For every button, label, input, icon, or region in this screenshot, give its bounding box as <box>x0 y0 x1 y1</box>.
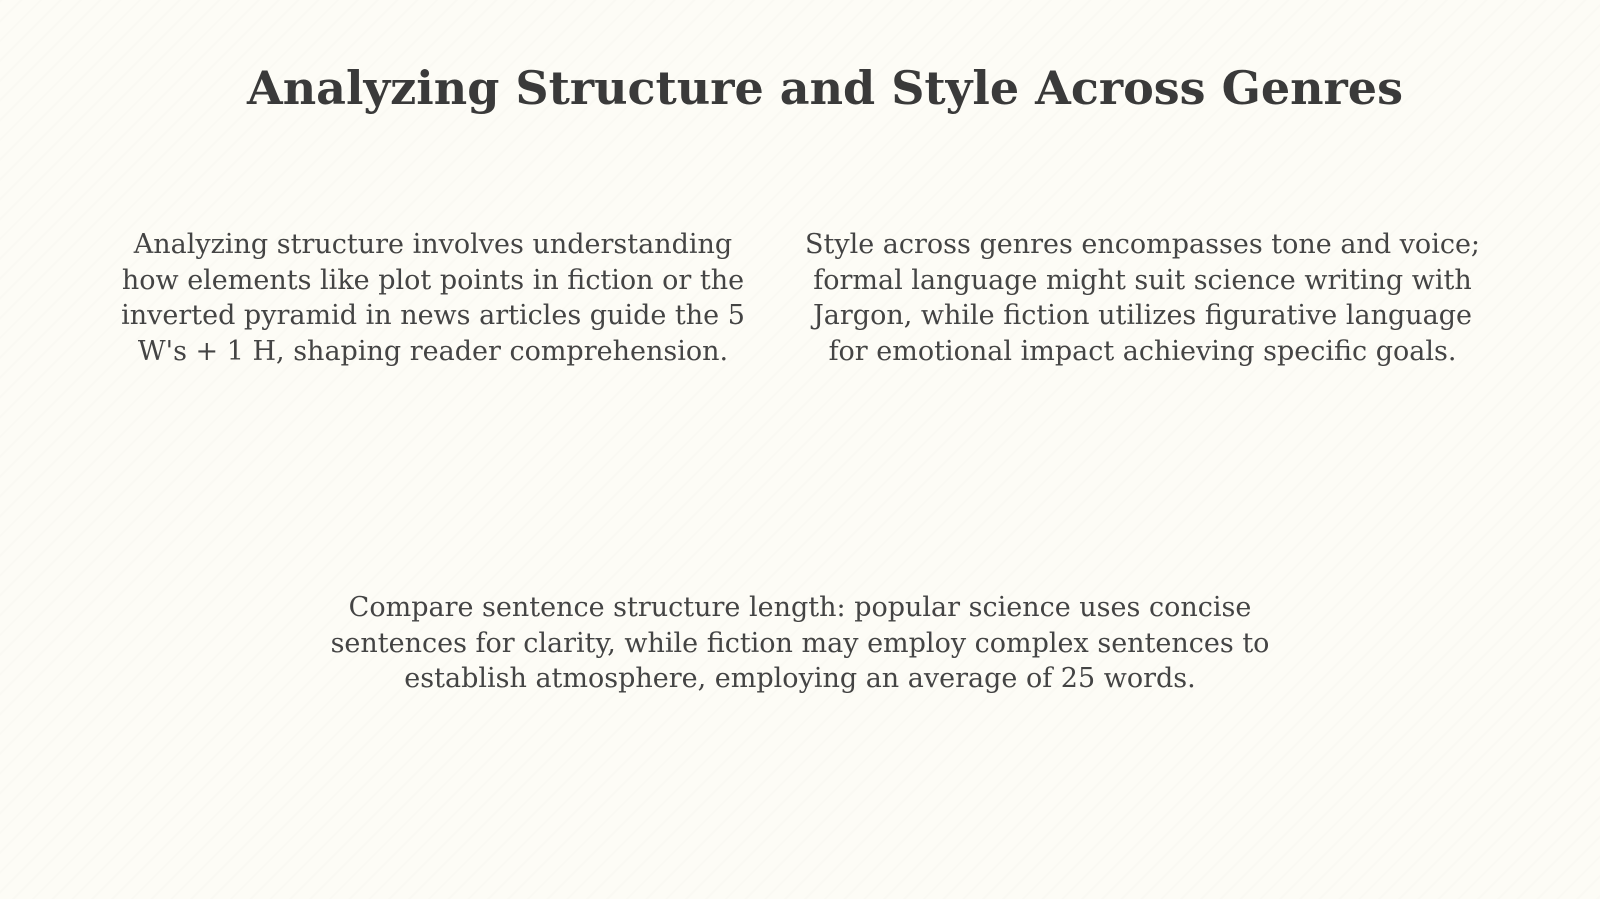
style-paragraph: Style across genres encompasses tone and voice; formal language might suit science writing with Jargon, while fiction utilizes figurative language for emotional impact achieving specific goals. <box>804 229 1481 367</box>
slide-title: Analyzing Structure and Style Across Genres <box>247 61 1403 115</box>
structure-paragraph: Analyzing structure involves understanding how elements like plot points in fiction or the inverted pyramid in news articles guide the 5 W's + 1 H, shaping reader comprehension. <box>121 229 745 367</box>
sentence-structure-paragraph: Compare sentence structure length: popular science uses concise sentences for clarity, while fiction may employ complex sentences to establish atmosphere, employing an average of 25 words. <box>330 592 1270 694</box>
